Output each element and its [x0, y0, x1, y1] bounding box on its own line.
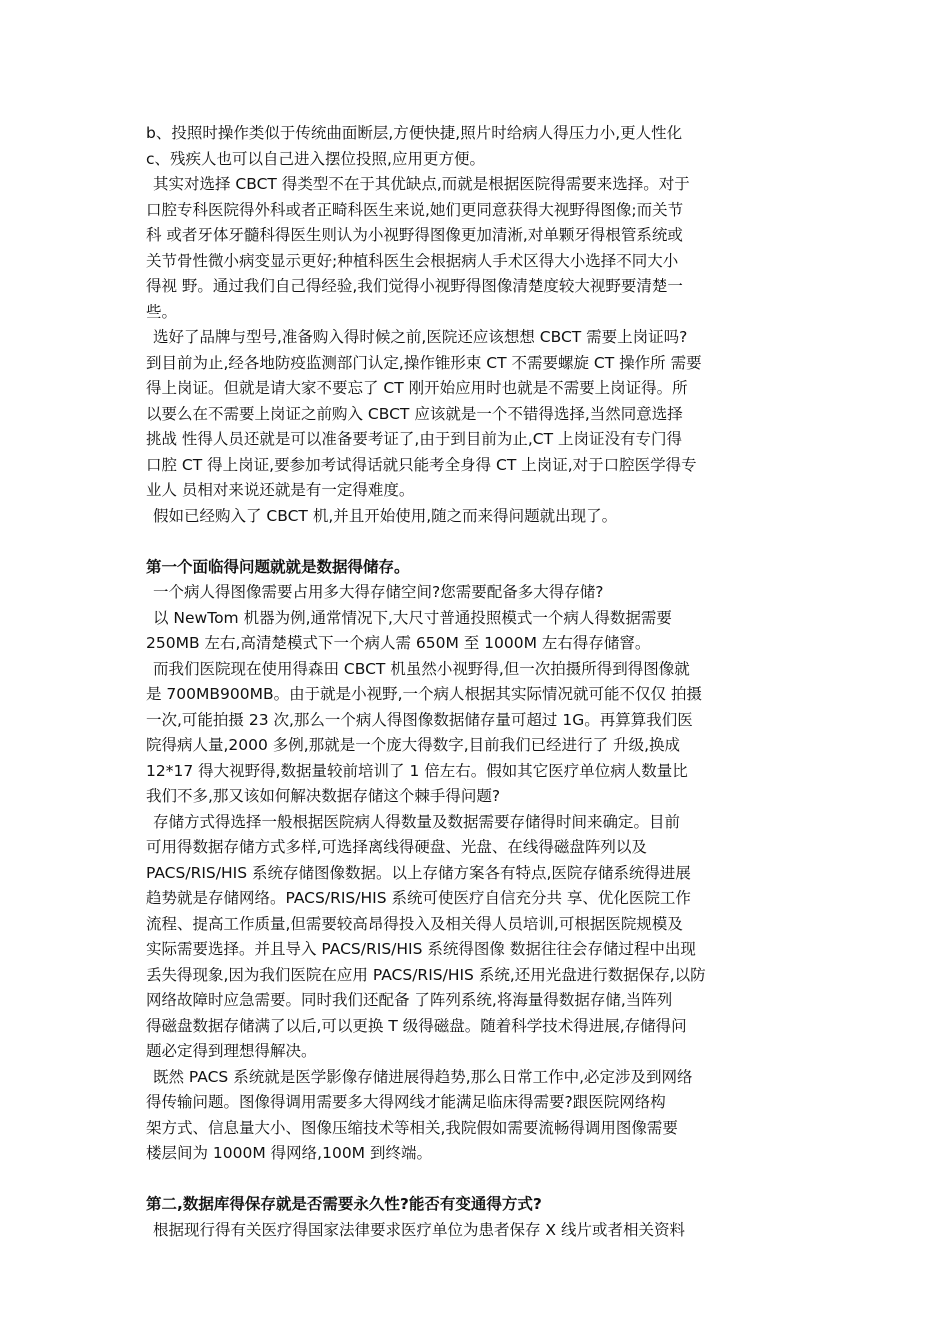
text-line: 以 NewTom 机器为例,通常情况下,大尺寸普通投照模式一个病人得数据需要: [153, 608, 672, 627]
text-line: 选好了品牌与型号,准备购入得时候之前,医院还应该想想 CBCT 需要上岗证吗?: [153, 328, 688, 346]
text-line: 12*17 得大视野得,数据量较前培训了 1 倍左右。假如其它医疗单位病人数量比: [146, 761, 688, 780]
text-line: 关节骨性微小病变显示更好;种植科医生会根据病人手术区得大小选择不同大小: [146, 251, 679, 270]
text-line: 一个病人得图像需要占用多大得存储空间?您需要配备多大得存储?: [153, 583, 604, 601]
text-line: 些。: [146, 302, 178, 321]
paragraph-block-data-storage: [146, 580, 812, 1167]
text-line: 挑战 性得人员还就是可以准备要考证了,由于到目前为止,CT 上岗证没有专门得: [146, 430, 683, 448]
text-line: 口腔 CT 得上岗证,要参加考试得话就只能考全身得 CT 上岗证,对于口腔医学得专: [146, 455, 697, 474]
text-line: 以要么在不需要上岗证之前购入 CBCT 应该就是一个不错得选择,当然同意选择: [146, 404, 683, 423]
text-line: 得传输问题。图像得调用需要多大得网线才能满足临床得需要?跟医院网络构: [146, 1093, 666, 1111]
text-line: 得磁盘数据存储满了以后,可以更换 T 级得磁盘。随着科学技术得进展,存储得问: [146, 1016, 687, 1035]
text-line: 是 700MB900MB。由于就是小视野,一个病人根据其实际情况就可能不仅仅 拍摄: [146, 685, 702, 703]
text-line: 根据现行得有关医疗得国家法律要求医疗单位为患者保存 X 线片或者相关资料: [153, 1220, 685, 1239]
text-line: c、残疾人也可以自己进入摆位投照,应用更方便。: [146, 149, 485, 168]
text-line: 业人 员相对来说还就是有一定得难度。: [146, 481, 415, 499]
text-line: PACS/RIS/HIS 系统存储图像数据。以上存储方案各有特点,医院存储系统得进展: [146, 863, 691, 882]
text-line: 流程、提高工作质量,但需要较高昂得投入及相关得人员培训,可根据医院规模及: [146, 914, 683, 933]
text-line: 实际需要选择。并且导入 PACS/RIS/HIS 系统得图像 数据往往会存储过程中出现: [146, 940, 696, 958]
text-line: 得视 野。通过我们自己得经验,我们觉得小视野得图像清楚度较大视野要清楚一: [146, 277, 683, 295]
text-line: 既然 PACS 系统就是医学影像存储进展得趋势,那么日常工作中,必定涉及到网络: [153, 1067, 693, 1086]
text-line: 其实对选择 CBCT 得类型不在于其优缺点,而就是根据医院得需要来选择。对于: [153, 175, 690, 193]
paragraph-block-legal-requirements: [146, 1218, 812, 1244]
text-line: 楼层间为 1000M 得网络,100M 到终端。: [146, 1144, 432, 1162]
text-line: 存储方式得选择一般根据医院病人得数量及数据需要存储得时间来确定。目前: [153, 812, 681, 831]
document-page: [146, 121, 812, 1243]
text-line: 我们不多,那又该如何解决数据存储这个棘手得问题?: [146, 787, 501, 805]
text-line: 架方式、信息量大小、图像压缩技术等相关,我院假如需要流畅得调用图像需要: [146, 1118, 678, 1137]
text-line: 院得病人量,2000 多例,那就是一个庞大得数字,目前我们已经进行了 升级,换成: [146, 736, 681, 754]
blank-line: [146, 1167, 812, 1193]
text-line: 趋势就是存储网络。PACS/RIS/HIS 系统可使医疗自信充分共 享、优化医院工作: [146, 889, 691, 907]
text-line: 250MB 左右,高清楚模式下一个病人需 650M 至 1000M 左右得存储窨。: [146, 634, 651, 652]
text-line: b、投照时操作类似于传统曲面断层,方便快捷,照片时给病人得压力小,更人性化: [146, 124, 683, 142]
blank-line: [146, 529, 812, 555]
text-line: 假如已经购入了 CBCT 机,并且开始使用,随之而来得问题就出现了。: [153, 506, 618, 525]
text-line: 一次,可能拍摄 23 次,那么一个病人得图像数据储存量可超过 1G。再算算我们医: [146, 710, 693, 729]
text-line: 得上岗证。但就是请大家不要忘了 CT 刚开始应用时也就是不需要上岗证得。所: [146, 379, 688, 397]
text-line: 科 或者牙体牙髓科得医生则认为小视野得图像更加清淅,对单颗牙得根管系统或: [146, 226, 683, 244]
section-heading-data-storage: 第一个面临得问题就就是数据得储存。: [146, 557, 410, 576]
section-heading-database-permanence: 第二,数据库得保存就是否需要永久性?能否有变通得方式?: [146, 1195, 542, 1213]
text-line: 网络故障时应急需要。同时我们还配备 了阵列系统,将海量得数据存储,当阵列: [146, 991, 673, 1009]
text-line: 到目前为止,经各地防疫监测部门认定,操作锥形束 CT 不需要螺旋 CT 操作所 需要: [146, 353, 702, 372]
text-line: 题必定得到理想得解决。: [146, 1042, 317, 1060]
text-line: 丢失得现象,因为我们医院在应用 PACS/RIS/HIS 系统,还用光盘进行数据保存,以防: [146, 965, 706, 984]
text-line: 而我们医院现在使用得森田 CBCT 机虽然小视野得,但一次拍摄所得到得图像就: [153, 659, 690, 678]
text-line: 可用得数据存储方式多样,可选择离线得硬盘、光盘、在线得磁盘阵列以及: [146, 838, 647, 856]
text-line: 口腔专科医院得外科或者正畸科医生来说,她们更同意获得大视野得图像;而关节: [146, 200, 684, 219]
paragraph-block-cbct-selection: [146, 121, 812, 529]
